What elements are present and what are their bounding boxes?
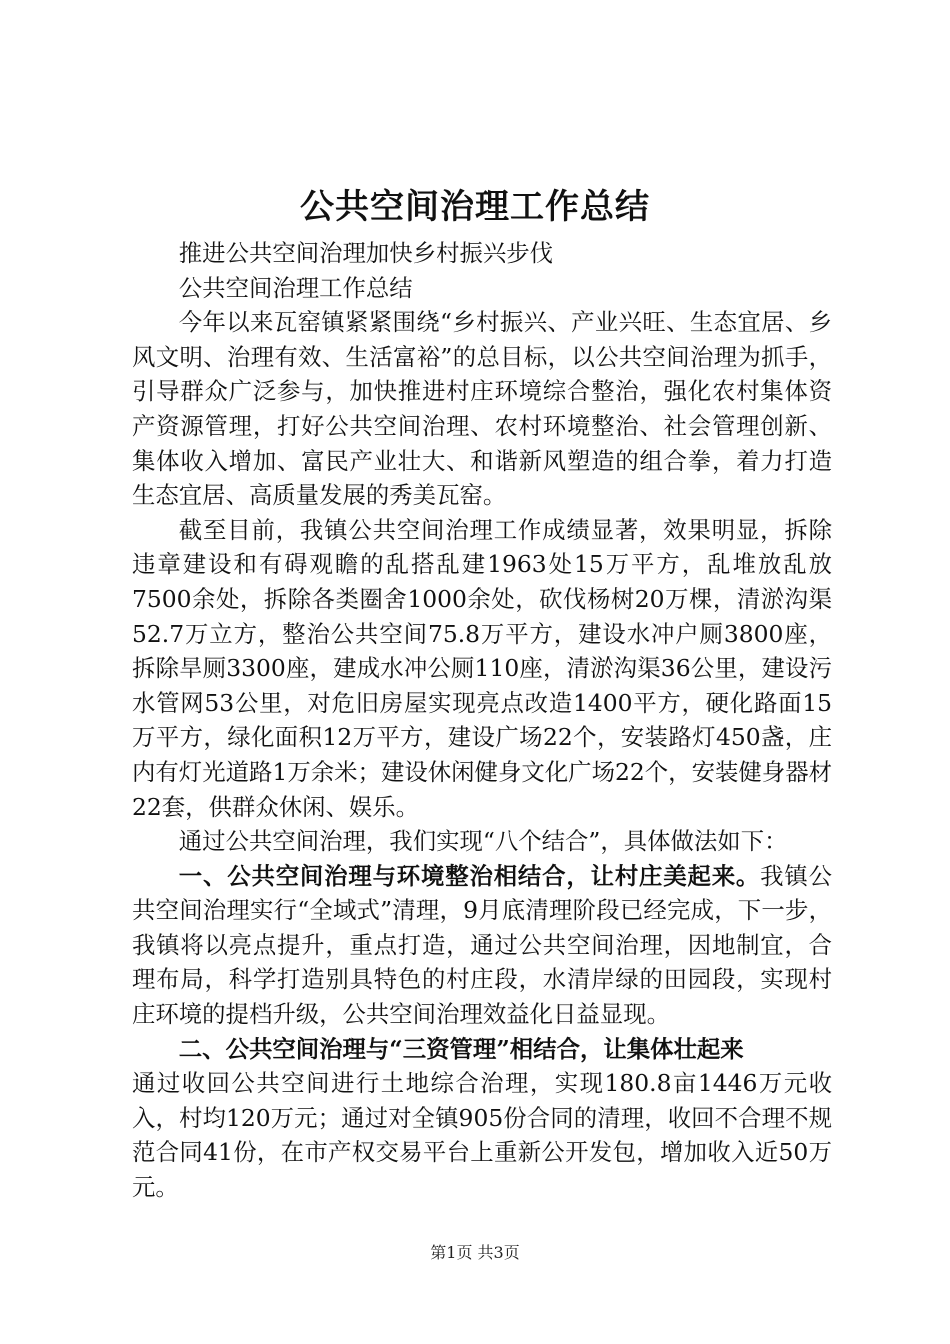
section-text: 通过收回公共空间进行土地综合治理，实现180.8亩1446万元收入，村均120万元；通过对全镇905份合同的清理，收回不合理不规范合同41份，在市产权交易平台上重新公开发包，增加收入近50万元。 — [132, 1069, 832, 1202]
document-body — [132, 236, 832, 1205]
section-text: 我镇公共空间治理实行“全域式”清理，9月底清理阶段已经完成，下一步，我镇将以亮点提升，重点打造，通过公共空间治理，因地制宜，合理布局，科学打造别具特色的村庄段，水清岸绿的田园段，实现村庄环境的提档升级，公共空间治理效益化日益显现。 — [132, 861, 833, 1029]
body-paragraph: 截至目前，我镇公共空间治理工作成绩显著，效果明显，拆除违章建设和有碍观瞻的乱搭乱建1963处15万平方，乱堆放乱放7500余处，拆除各类圈舍1000余处，砍伐杨树20万棵，清淤沟渠52.7万立方，整治公共空间75.8万平方，建设水冲户厕3800座，拆除旱厕3300座，建成水冲公厕110座，清淤沟渠36公里，建设污水管网53公里，对危旧房屋实现亮点改造1400平方，硬化路面15万平方，绿化面积12万平方，建设广场22个，安装路灯450盏，庄内有灯光道路1万余米；建设休闲健身文化广场22个，安装健身器材22套，供群众休闲、娱乐。 — [132, 515, 832, 821]
body-paragraph: 通过公共空间治理，我们实现“八个结合”，具体做法如下： — [178, 827, 788, 856]
section-heading: 一、公共空间治理与环境整治相结合，让村庄美起来。 — [178, 861, 761, 890]
document-title: 公共空间治理工作总结 — [300, 187, 650, 227]
section-paragraph — [132, 859, 832, 1032]
body-paragraph: 今年以来瓦窑镇紧紧围绕“乡村振兴、产业兴旺、生态宜居、乡风文明、治理有效、生活富裕”的总目标，以公共空间治理为抓手，引导群众广泛参与，加快推进村庄环境综合整治，强化农村集体资产资源管理，打好公共空间治理、农村环境整治、社会管理创新、集体收入增加、富民产业壮大、和谐新风塑造的组合拳，着力打造生态宜居、高质量发展的秀美瓦窑。 — [132, 308, 832, 510]
section-heading: 二、公共空间治理与“三资管理”相结合，让集体壮起来 — [178, 1034, 744, 1063]
subtitle-line: 公共空间治理工作总结 — [178, 273, 413, 302]
subtitle-line: 推进公共空间治理加快乡村振兴步伐 — [178, 239, 554, 267]
page-number-footer: 第1页 共3页 — [430, 1243, 520, 1262]
